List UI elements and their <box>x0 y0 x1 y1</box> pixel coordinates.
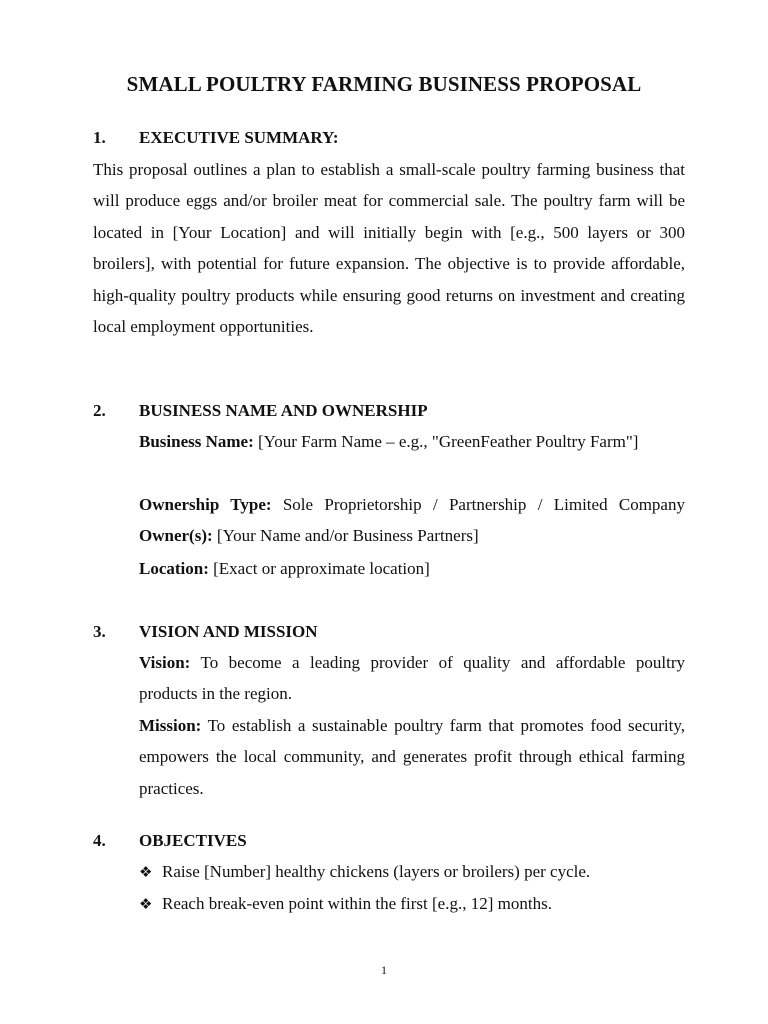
business-name-paragraph <box>139 426 685 457</box>
objective-list-item <box>139 893 552 915</box>
business-name-value: [Your Farm Name – e.g., "GreenFeather Poultry Farm"] <box>258 432 639 451</box>
section-3-title: VISION AND MISSION <box>139 622 318 641</box>
location-value: [Exact or approximate location] <box>213 559 430 578</box>
section-3-number: 3. <box>93 622 106 641</box>
vision-value: To become a leading provider of quality and affordable poultry products in the region. <box>139 653 685 704</box>
document-title: SMALL POULTRY FARMING BUSINESS PROPOSAL <box>126 72 642 96</box>
section-1-number: 1. <box>93 128 106 147</box>
section-1-title: EXECUTIVE SUMMARY: <box>139 128 339 147</box>
section-2-title: BUSINESS NAME AND OWNERSHIP <box>139 401 428 420</box>
vision-label: Vision: <box>139 653 191 672</box>
objective-list-item <box>139 861 590 883</box>
ownership-type-value: Sole Proprietorship / Partnership / Limited Company <box>282 495 685 514</box>
page-number: 1 <box>381 963 387 977</box>
section-4-number: 4. <box>93 831 106 850</box>
diamond-bullet-icon: ❖ <box>139 863 153 881</box>
owners-value: [Your Name and/or Business Partners] <box>216 526 479 546</box>
business-name-label: Business Name: <box>139 432 254 451</box>
executive-summary-paragraph: This proposal outlines a plan to establish a small-scale poultry farming business that will produce eggs and/or broiler meat for commercial sale. The poultry farm will be located in [Your Location] and will initially begin with [e.g., 500 layers or 300 broilers], with potential for future expansion. The objective is to provide affordable, high-quality poultry products while ensuring good returns on investment and creating local employment opportunities. <box>93 160 685 337</box>
section-4-title: OBJECTIVES <box>139 831 247 850</box>
vision-paragraph <box>139 647 685 710</box>
location-paragraph <box>139 553 685 584</box>
section-1-heading <box>93 127 338 149</box>
mission-label: Mission: <box>139 716 202 735</box>
section-2-number: 2. <box>93 401 106 420</box>
owners-label: Owner(s): <box>139 526 213 546</box>
mission-value: To establish a sustainable poultry farm that promotes food security, empowers the local community, and generates profit through ethical farming practices. <box>139 716 685 798</box>
objective-text: Raise [Number] healthy chickens (layers or broilers) per cycle. <box>162 862 591 881</box>
section-3-heading <box>93 621 318 643</box>
objective-text: Reach break-even point within the first [e.g., 12] months. <box>162 894 552 913</box>
section-4-heading <box>93 830 247 852</box>
diamond-bullet-icon: ❖ <box>139 895 153 913</box>
ownership-paragraph <box>139 489 685 552</box>
mission-paragraph <box>139 710 685 804</box>
ownership-type-label: Ownership Type: <box>139 495 272 514</box>
section-2-heading <box>93 400 428 422</box>
location-label: Location: <box>139 559 209 578</box>
